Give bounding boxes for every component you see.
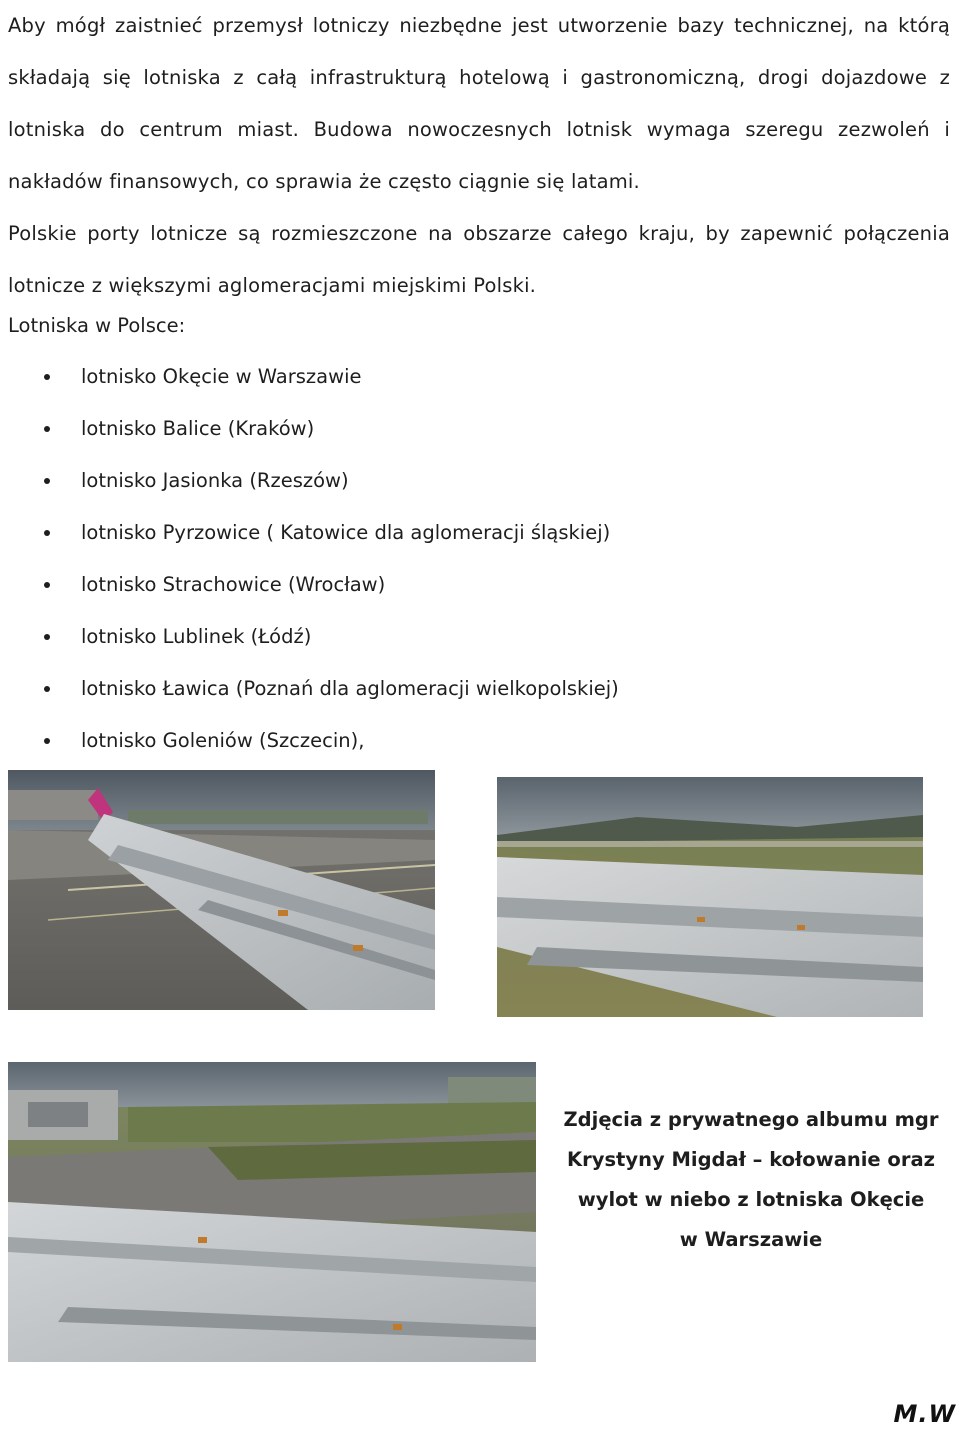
bullet-icon: [44, 374, 50, 380]
airport-label: lotnisko Jasionka (Rzeszów): [81, 469, 349, 492]
bullet-icon: [44, 634, 50, 640]
airport-label: lotnisko Okęcie w Warszawie: [81, 365, 362, 388]
airport-label: lotnisko Ławica (Poznań dla aglomeracji wielkopolskiej): [81, 677, 619, 700]
caption-line: w Warszawie: [679, 1228, 823, 1251]
intro-paragraph-1: Aby mógł zaistnieć przemysł lotniczy niezbędne jest utworzenie bazy technicznej, na którą składają się lotniska z całą infrastrukturą hotelową i gastronomiczną, drogi dojazdowe z lotniska do centrum miast. Budowa nowoczesnych lotnisk wymaga szeregu zezwoleń i nakładów finansowych, co sprawia że często ciągnie się latami.: [8, 14, 950, 193]
caption-line: Zdjęcia z prywatnego albumu mgr: [563, 1108, 939, 1131]
author-signature: M.W: [893, 1400, 956, 1428]
photo-wing-taxiway: [8, 770, 435, 1010]
airport-label: lotnisko Balice (Kraków): [81, 417, 315, 440]
photo-wing-grass: [497, 777, 923, 1017]
intro-text: [8, 0, 950, 312]
caption-line: wylot w niebo z lotniska Okęcie: [577, 1188, 925, 1211]
airport-label: lotnisko Lublinek (Łódź): [81, 625, 312, 648]
bullet-icon: [44, 582, 50, 588]
bullet-icon: [44, 530, 50, 536]
bullet-icon: [44, 426, 50, 432]
bullet-icon: [44, 478, 50, 484]
bullet-icon: [44, 686, 50, 692]
caption-line: Krystyny Migdał – kołowanie oraz: [567, 1148, 935, 1171]
airport-label: lotnisko Goleniów (Szczecin),: [81, 729, 365, 752]
bullet-icon: [44, 738, 50, 744]
photo-wing-buildings: [8, 1062, 536, 1362]
intro-paragraph-2: Polskie porty lotnicze są rozmieszczone na obszarze całego kraju, by zapewnić połączenia lotnicze z większymi aglomeracjami miejskimi Polski.: [8, 222, 950, 297]
photo-caption: [548, 1100, 954, 1260]
airports-heading: Lotniska w Polsce:: [8, 314, 186, 337]
airport-label: lotnisko Pyrzowice ( Katowice dla aglomeracji śląskiej): [81, 521, 611, 544]
airport-label: lotnisko Strachowice (Wrocław): [81, 573, 386, 596]
